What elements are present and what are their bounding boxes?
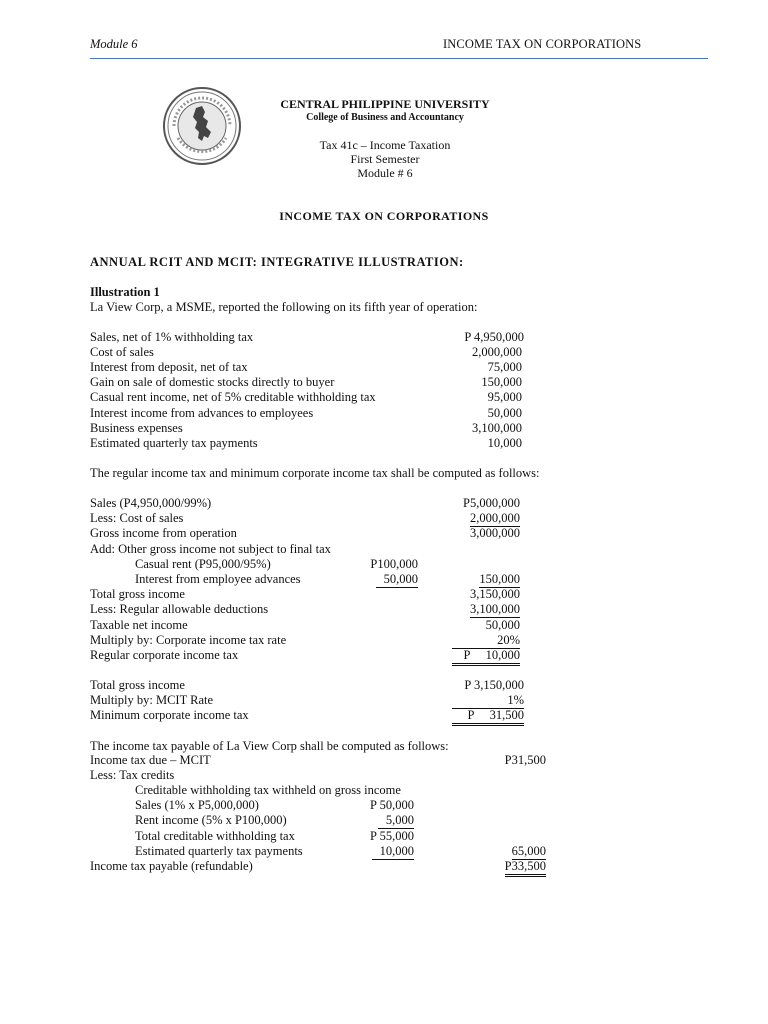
table-row — [0, 783, 768, 798]
table-row — [0, 526, 768, 541]
table-row — [0, 496, 768, 511]
row-subtotal: P100,000 — [370, 556, 418, 571]
row-label: Estimated quarterly tax payments — [90, 435, 258, 450]
row-label: Business expenses — [90, 420, 183, 435]
table-row — [0, 421, 768, 436]
table-row — [0, 375, 768, 390]
row-amount: 3,100,000 — [472, 420, 522, 435]
table-row — [0, 618, 768, 633]
row-amount: 150,000 — [479, 572, 520, 586]
row-amount: 20% — [452, 633, 520, 649]
payable-intro: The income tax payable of La View Corp shall be computed as follows: — [90, 739, 449, 753]
row-amount: 3,100,000 — [470, 602, 520, 617]
row-amount: 150,000 — [481, 375, 522, 390]
table-row — [0, 542, 768, 557]
row-amount: 3,000,000 — [470, 526, 520, 541]
row-label: Income tax due – MCIT — [90, 753, 211, 767]
row-amount: P 31,500 — [452, 708, 524, 726]
row-subtotal: 50,000 — [376, 572, 418, 588]
table-row — [0, 678, 768, 693]
row-label: Estimated quarterly tax payments — [135, 843, 303, 858]
university-seal-icon — [162, 86, 242, 166]
row-label: Total gross income — [90, 587, 185, 602]
row-label: Multiply by: MCIT Rate — [90, 693, 214, 708]
table-row — [0, 330, 768, 345]
row-amount: 75,000 — [487, 360, 522, 375]
row-label: Interest income from advances to employees — [90, 405, 314, 420]
row-amount: 10,000 — [487, 435, 522, 450]
row-amount: P5,000,000 — [463, 496, 520, 510]
row-label: Interest from deposit, net of tax — [90, 360, 248, 375]
table-row — [0, 753, 768, 768]
running-header-title: INCOME TAX ON CORPORATIONS — [443, 37, 642, 51]
row-label: Income tax payable (refundable) — [90, 858, 253, 873]
row-label: Sales, net of 1% withholding tax — [90, 330, 254, 344]
row-label: Taxable net income — [90, 617, 188, 632]
row-label: Regular corporate income tax — [90, 648, 239, 662]
row-label: Casual rent income, net of 5% creditable withholding tax — [90, 390, 376, 405]
row-amount: 2,000,000 — [472, 345, 522, 360]
row-amount: 50,000 — [485, 617, 520, 632]
table-row — [0, 708, 768, 723]
table-row — [0, 693, 768, 708]
row-amount: 3,150,000 — [470, 587, 520, 602]
row-label: Sales (P4,950,000/99%) — [90, 496, 212, 510]
row-amount: 95,000 — [487, 390, 522, 405]
table-row — [0, 859, 768, 874]
table-row — [0, 829, 768, 844]
table-row — [0, 557, 768, 572]
college-name: College of Business and Accountancy — [306, 112, 464, 123]
row-amount: P31,500 — [504, 753, 546, 767]
row-label: Less: Tax credits — [90, 768, 175, 783]
illustration-intro: La View Corp, a MSME, reported the following on its fifth year of operation: — [90, 300, 478, 314]
document-title: INCOME TAX ON CORPORATIONS — [279, 209, 489, 223]
row-label: Casual rent (P95,000/95%) — [135, 556, 271, 571]
table-row — [0, 844, 768, 859]
row-label: Cost of sales — [90, 345, 154, 360]
row-amount: 65,000 — [511, 843, 546, 858]
row-label: Interest from employee advances — [135, 572, 301, 586]
table-row — [0, 768, 768, 783]
row-label: Rent income (5% x P100,000) — [135, 813, 287, 828]
row-label: Creditable withholding tax withheld on gross income — [135, 783, 401, 798]
row-label: Total gross income — [90, 678, 185, 692]
semester: First Semester — [350, 152, 420, 166]
table-row — [0, 587, 768, 602]
running-header-module: Module 6 — [90, 37, 138, 51]
table-row — [0, 572, 768, 587]
row-label: Gain on sale of domestic stocks directly to buyer — [90, 375, 335, 390]
illustration-heading: Illustration 1 — [90, 285, 160, 299]
row-subtotal: P 55,000 — [370, 828, 414, 843]
table-row — [0, 511, 768, 526]
row-amount: 1% — [452, 693, 524, 709]
computation-intro: The regular income tax and minimum corporate income tax shall be computed as follows: — [90, 466, 540, 480]
row-subtotal: 5,000 — [378, 813, 414, 829]
row-amount: P 3,150,000 — [464, 678, 524, 692]
table-row — [0, 406, 768, 421]
table-row — [0, 345, 768, 360]
row-subtotal: P 50,000 — [370, 798, 414, 813]
row-label: Sales (1% x P5,000,000) — [135, 798, 259, 813]
row-label: Total creditable withholding tax — [135, 828, 295, 843]
row-amount: P 10,000 — [452, 648, 520, 666]
table-row — [0, 390, 768, 405]
course-name: Tax 41c – Income Taxation — [319, 138, 451, 152]
row-label: Less: Cost of sales — [90, 511, 184, 526]
row-amount: 50,000 — [487, 405, 522, 420]
row-label: Minimum corporate income tax — [90, 708, 249, 723]
table-row — [0, 602, 768, 617]
row-label: Less: Regular allowable deductions — [90, 602, 269, 617]
table-row — [0, 798, 768, 813]
table-row — [0, 633, 768, 648]
row-subtotal: 10,000 — [372, 844, 414, 860]
row-amount: P33,500 — [505, 859, 546, 877]
table-row — [0, 360, 768, 375]
header-rule — [90, 58, 708, 59]
table-row — [0, 813, 768, 828]
table-row — [0, 436, 768, 451]
module-number: Module # 6 — [357, 166, 413, 180]
row-label: Multiply by: Corporate income tax rate — [90, 632, 287, 647]
row-amount: P 4,950,000 — [464, 330, 524, 344]
university-name: CENTRAL PHILIPPINE UNIVERSITY — [280, 97, 490, 111]
row-label: Add: Other gross income not subject to final tax — [90, 541, 331, 556]
row-amount: 2,000,000 — [470, 511, 520, 526]
table-row — [0, 648, 768, 663]
section-title: ANNUAL RCIT AND MCIT: INTEGRATIVE ILLUSTRATION: — [90, 255, 464, 269]
row-label: Gross income from operation — [90, 526, 237, 541]
